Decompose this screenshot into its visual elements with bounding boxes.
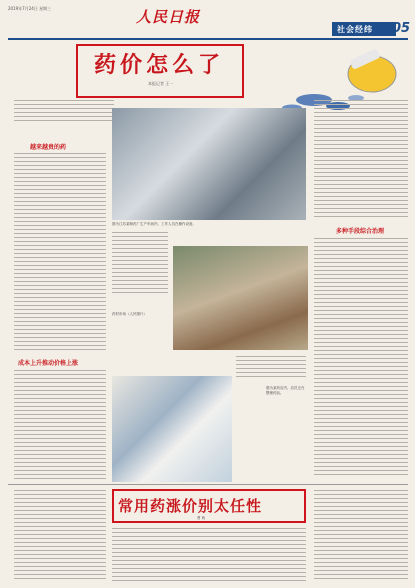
commentary-right-text — [314, 490, 408, 582]
herbs-photo — [173, 246, 308, 350]
center-right-text — [236, 356, 306, 380]
intro-text-block-2 — [120, 100, 240, 104]
commentary-byline: 曹 萌 — [197, 516, 206, 520]
bottom-divider — [8, 484, 408, 485]
right-column-text — [314, 100, 408, 220]
newspaper-logo: 人民日报 — [136, 8, 201, 26]
lead-byline: 本报记者 王一 — [148, 81, 174, 86]
left-column-text — [14, 153, 106, 353]
lab-photo-caption: 图为江苏某制药厂生产车间内，工作人员在操作设备。 — [112, 222, 196, 226]
herbs-photo-caption: 药材市场（人民图片） — [112, 312, 147, 316]
pharmacy-photo-caption: 图为某药店内，店员正在整理药品。 — [266, 386, 305, 395]
headline: 药价怎么了 — [94, 52, 225, 78]
subhead-2: 成本上升推动价格上涨 — [18, 360, 79, 367]
commentary-title: 常用药涨价别太任性 — [118, 497, 263, 515]
commentary-left-text — [14, 490, 106, 582]
dateline: 2019年7月24日 星期三 — [8, 6, 52, 11]
pharmacy-photo — [112, 376, 232, 482]
left-column-text-2 — [14, 370, 106, 482]
right-column-text-2 — [314, 238, 408, 478]
center-column-text — [112, 232, 168, 296]
lab-photo — [112, 108, 306, 220]
intro-text-block — [14, 100, 114, 124]
section-label: 社会经纬 — [337, 25, 373, 34]
commentary-center-text — [112, 528, 306, 584]
subhead-1: 越来越贵的药 — [30, 144, 67, 151]
page-number: 05 — [392, 21, 411, 36]
subhead-3: 多种手段综合治理 — [336, 228, 385, 235]
